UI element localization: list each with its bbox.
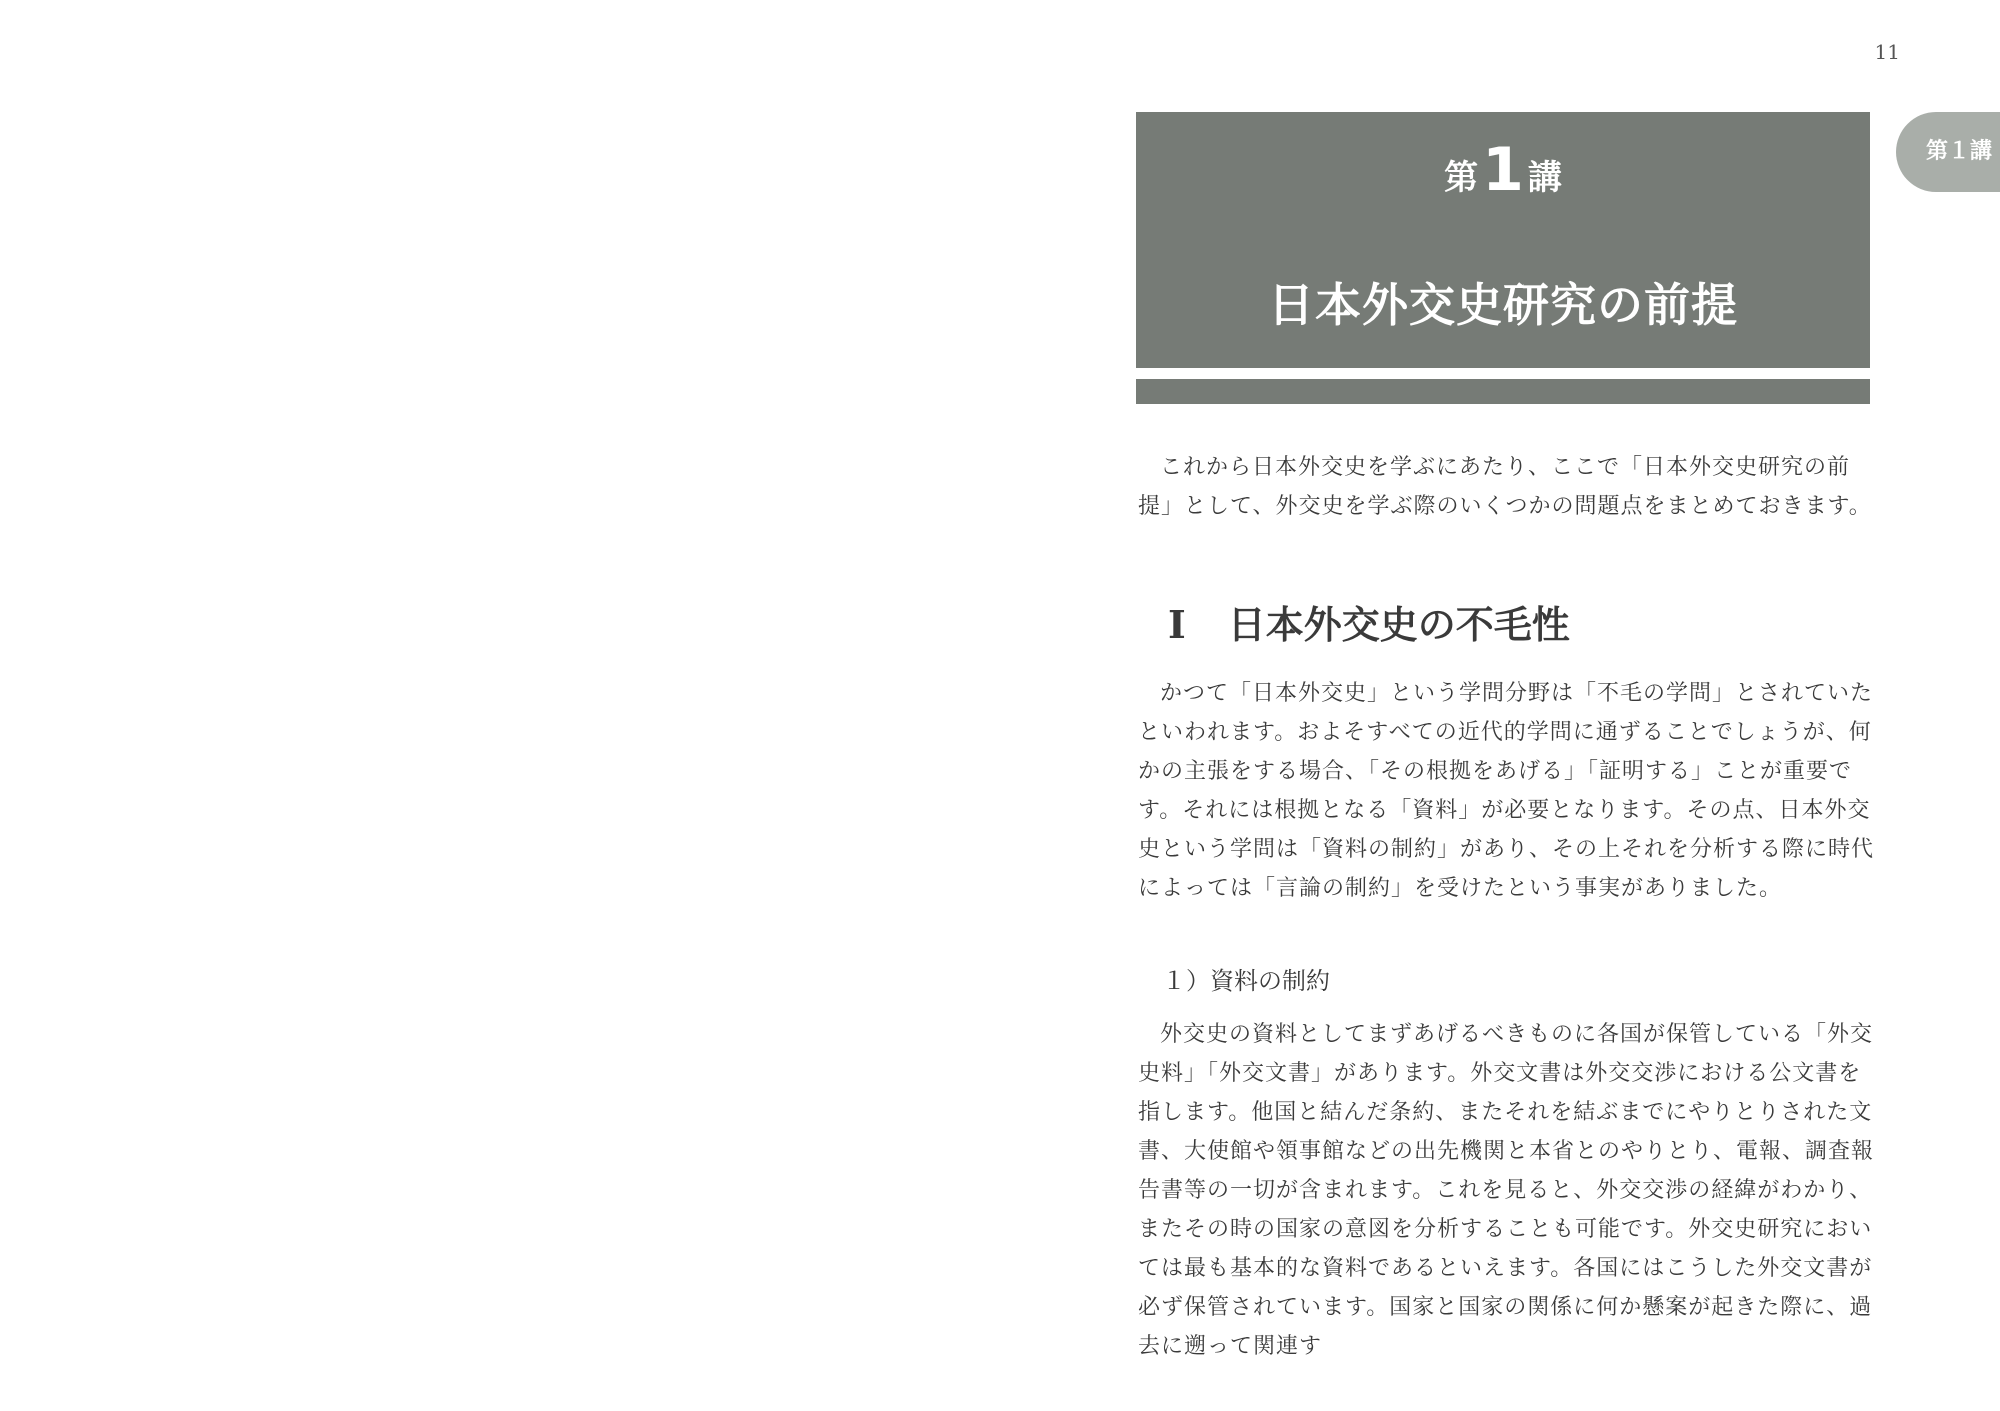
section-heading <box>1168 594 1570 649</box>
chapter-number: 1 <box>1482 135 1524 205</box>
subsection-heading: １）資料の制約 <box>1162 967 1330 995</box>
chapter-prefix: 第 <box>1444 158 1479 198</box>
section-body <box>1138 674 1878 908</box>
chapter-header-box <box>1136 112 1870 368</box>
chapter-title: 日本外交史研究の前提 <box>1268 278 1738 332</box>
section-title: 日本外交史の不毛性 <box>1227 603 1570 647</box>
intro-text: これから日本外交史を学ぶにあたり、ここで「日本外交史研究の前提」として、外交史を学ぶ際のいくつかの問題点をまとめておきます。 <box>1138 455 1872 519</box>
chapter-suffix: 講 <box>1527 158 1562 198</box>
subsection-body <box>1138 1015 1878 1366</box>
page-number: 11 <box>1874 40 1900 64</box>
intro-paragraph <box>1138 448 1878 526</box>
section-paragraph: かつて「日本外交史」という学問分野は「不毛の学問」とされていたといわれます。およそすべての近代的学問に通ずることでしょうが、何かの主張をする場合、「その根拠をあげる」「証明する」ことが重要です。それには根拠となる「資料」が必要となります。その点、日本外交史という学問は「資料の制約」があり、その上それを分析する際に時代によっては「言論の制約」を受けたという事実がありました。 <box>1138 681 1875 901</box>
section-numeral: I <box>1168 602 1186 647</box>
chapter-divider <box>1136 379 1870 404</box>
chapter-side-tab: 第１講 <box>1896 112 2000 192</box>
chapter-label <box>1136 135 1870 205</box>
subsection-paragraph: 外交史の資料としてまずあげるべきものに各国が保管している「外交史料」「外交文書」があります。外交文書は外交交渉における公文書を指します。他国と結んだ条約、またそれを結ぶまでにやりとりされた文書、大使館や領事館などの出先機関と本省とのやりとり、電報、調査報告書等の一切が含まれます。これを見ると、外交交渉の経緯がわかり、またその時の国家の意図を分析することも可能です。外交史研究においては最も基本的な資料であるといえます。各国にはこうした外交文書が必ず保管されています。国家と国家の関係に何か懸案が起きた際に、過去に遡って関連す <box>1138 1022 1875 1359</box>
